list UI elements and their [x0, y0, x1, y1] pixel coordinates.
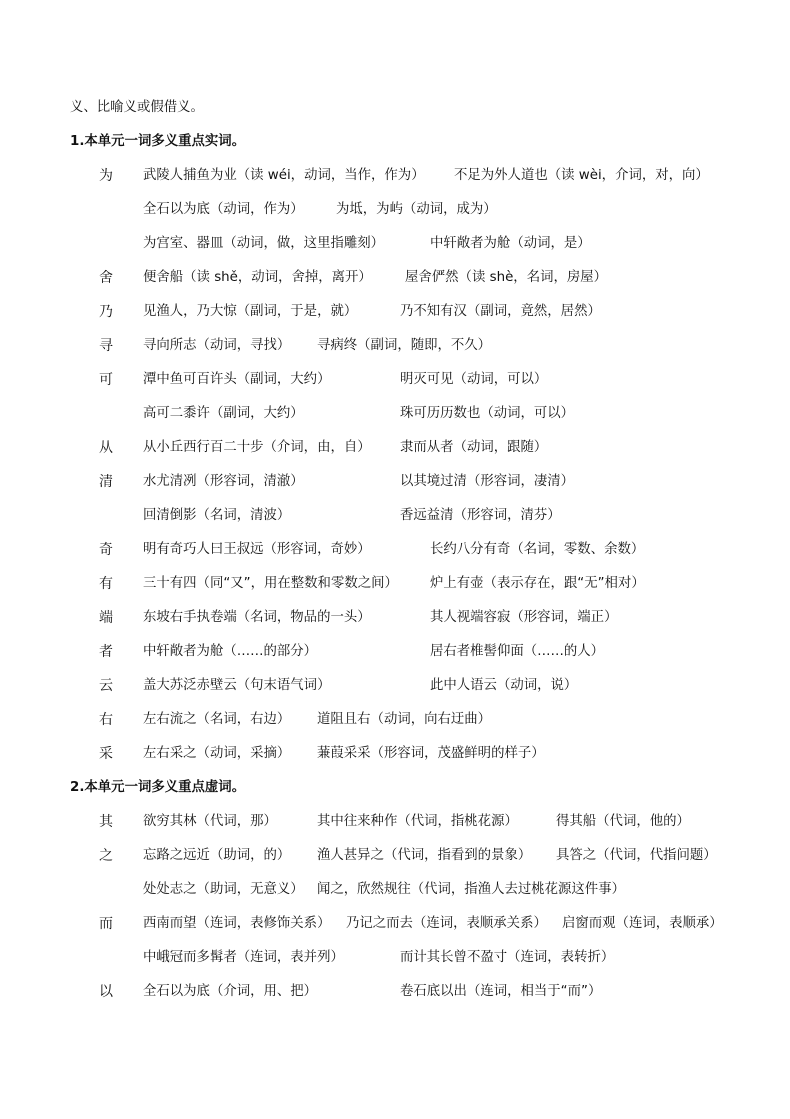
section-1-heading: 1.本单元一词多义重点实词。 — [70, 134, 246, 149]
usage-example: 不足为外人道也（读 wèi，介词，对，向） — [454, 168, 709, 183]
usage-example: 武陵人捕鱼为业（读 wéi，动词，当作，作为） — [143, 168, 425, 183]
keyword-char: 乃 — [99, 304, 113, 320]
usage-example: 从小丘西行百二十步（介词，由，自） — [143, 440, 371, 455]
usage-example: 而计其长曾不盈寸（连词，表转折） — [400, 950, 615, 965]
usage-example: 全石以为底（动词，作为） — [143, 202, 304, 217]
keyword-char: 从 — [99, 440, 113, 456]
usage-example: 西南而望（连词，表修饰关系） — [143, 916, 331, 931]
usage-example: 长约八分有奇（名词，零数、余数） — [430, 542, 645, 557]
usage-example: 忘路之远近（助词，的） — [143, 848, 291, 863]
usage-example: 香远益清（形容词，清芬） — [400, 508, 561, 523]
usage-example: 闻之，欣然规往（代词，指渔人去过桃花源这件事） — [317, 882, 625, 897]
keyword-char: 奇 — [99, 542, 113, 558]
usage-example: 左右采之（动词，采摘） — [143, 746, 291, 761]
usage-example: 具答之（代词，代指问题） — [556, 848, 717, 863]
keyword-char: 云 — [99, 678, 113, 694]
usage-example: 启窗而观（连词，表顺承） — [562, 916, 723, 931]
usage-example: 为坻，为屿（动词，成为） — [336, 202, 497, 217]
keyword-char: 端 — [99, 610, 113, 626]
usage-example: 其中往来种作（代词，指桃花源） — [317, 814, 518, 829]
usage-example: 寻向所志（动词，寻找） — [143, 338, 291, 353]
usage-example: 得其船（代词，他的） — [556, 814, 690, 829]
usage-example: 中轩敞者为舱（动词，是） — [430, 236, 591, 251]
usage-example: 渔人甚异之（代词，指看到的景象） — [317, 848, 532, 863]
usage-example: 隶而从者（动词，跟随） — [400, 440, 548, 455]
keyword-char: 之 — [99, 848, 113, 864]
keyword-char: 者 — [99, 644, 113, 660]
usage-example: 蒹葭采采（形容词，茂盛鲜明的样子） — [317, 746, 545, 761]
usage-example: 其人视端容寂（形容词，端正） — [430, 610, 618, 625]
usage-example: 明有奇巧人曰王叔远（形容词，奇妙） — [143, 542, 371, 557]
usage-example: 处处志之（助词，无意义） — [143, 882, 304, 897]
keyword-char: 以 — [99, 984, 113, 1000]
usage-example: 中轩敞者为舱（……的部分） — [143, 644, 318, 659]
usage-example: 居右者椎髻仰面（……的人） — [430, 644, 605, 659]
usage-example: 潭中鱼可百许头（副词，大约） — [143, 372, 331, 387]
usage-example: 寻病终（副词，随即，不久） — [317, 338, 492, 353]
keyword-char: 可 — [99, 372, 113, 388]
usage-example: 此中人语云（动词，说） — [430, 678, 578, 693]
usage-example: 盖大苏泛赤壁云（句末语气词） — [143, 678, 331, 693]
keyword-char: 而 — [99, 916, 113, 932]
usage-example: 左右流之（名词，右边） — [143, 712, 291, 727]
usage-example: 回清倒影（名词，清波） — [143, 508, 291, 523]
usage-example: 东坡右手执卷端（名词，物品的一头） — [143, 610, 371, 625]
usage-example: 以其境过清（形容词，凄清） — [400, 474, 575, 489]
keyword-char: 右 — [99, 712, 113, 728]
usage-example: 道阻且右（动词，向右迂曲） — [317, 712, 492, 727]
usage-example: 全石以为底（介词，用、把） — [143, 984, 318, 999]
usage-example: 明灭可见（动词，可以） — [400, 372, 548, 387]
usage-example: 为宫室、器皿（动词，做，这里指雕刻） — [143, 236, 385, 251]
keyword-char: 寻 — [99, 338, 113, 354]
intro-text: 义、比喻义或假借义。 — [70, 100, 204, 115]
keyword-char: 为 — [99, 168, 113, 184]
usage-example: 炉上有壶（表示存在，跟“无”相对） — [430, 576, 645, 591]
usage-example: 卷石底以出（连词，相当于“而”） — [400, 984, 602, 999]
usage-example: 中峨冠而多髯者（连词，表并列） — [143, 950, 344, 965]
usage-example: 便舍船（读 shě，动词，舍掉，离开） — [143, 270, 372, 285]
usage-example: 乃记之而去（连词，表顺承关系） — [346, 916, 547, 931]
usage-example: 水尤清冽（形容词，清澈） — [143, 474, 304, 489]
usage-example: 乃不知有汉（副词，竟然，居然） — [400, 304, 601, 319]
usage-example: 屋舍俨然（读 shè，名词，房屋） — [405, 270, 608, 285]
keyword-char: 其 — [99, 814, 113, 830]
usage-example: 欲穷其林（代词，那） — [143, 814, 277, 829]
usage-example: 高可二黍许（副词，大约） — [143, 406, 304, 421]
section-2-heading: 2.本单元一词多义重点虚词。 — [70, 780, 246, 795]
usage-example: 见渔人，乃大惊（副词，于是，就） — [143, 304, 358, 319]
usage-example: 珠可历历数也（动词，可以） — [400, 406, 575, 421]
keyword-char: 清 — [99, 474, 113, 490]
usage-example: 三十有四（同“又”，用在整数和零数之间） — [143, 576, 398, 591]
keyword-char: 舍 — [99, 270, 113, 286]
keyword-char: 采 — [99, 746, 113, 762]
keyword-char: 有 — [99, 576, 113, 592]
